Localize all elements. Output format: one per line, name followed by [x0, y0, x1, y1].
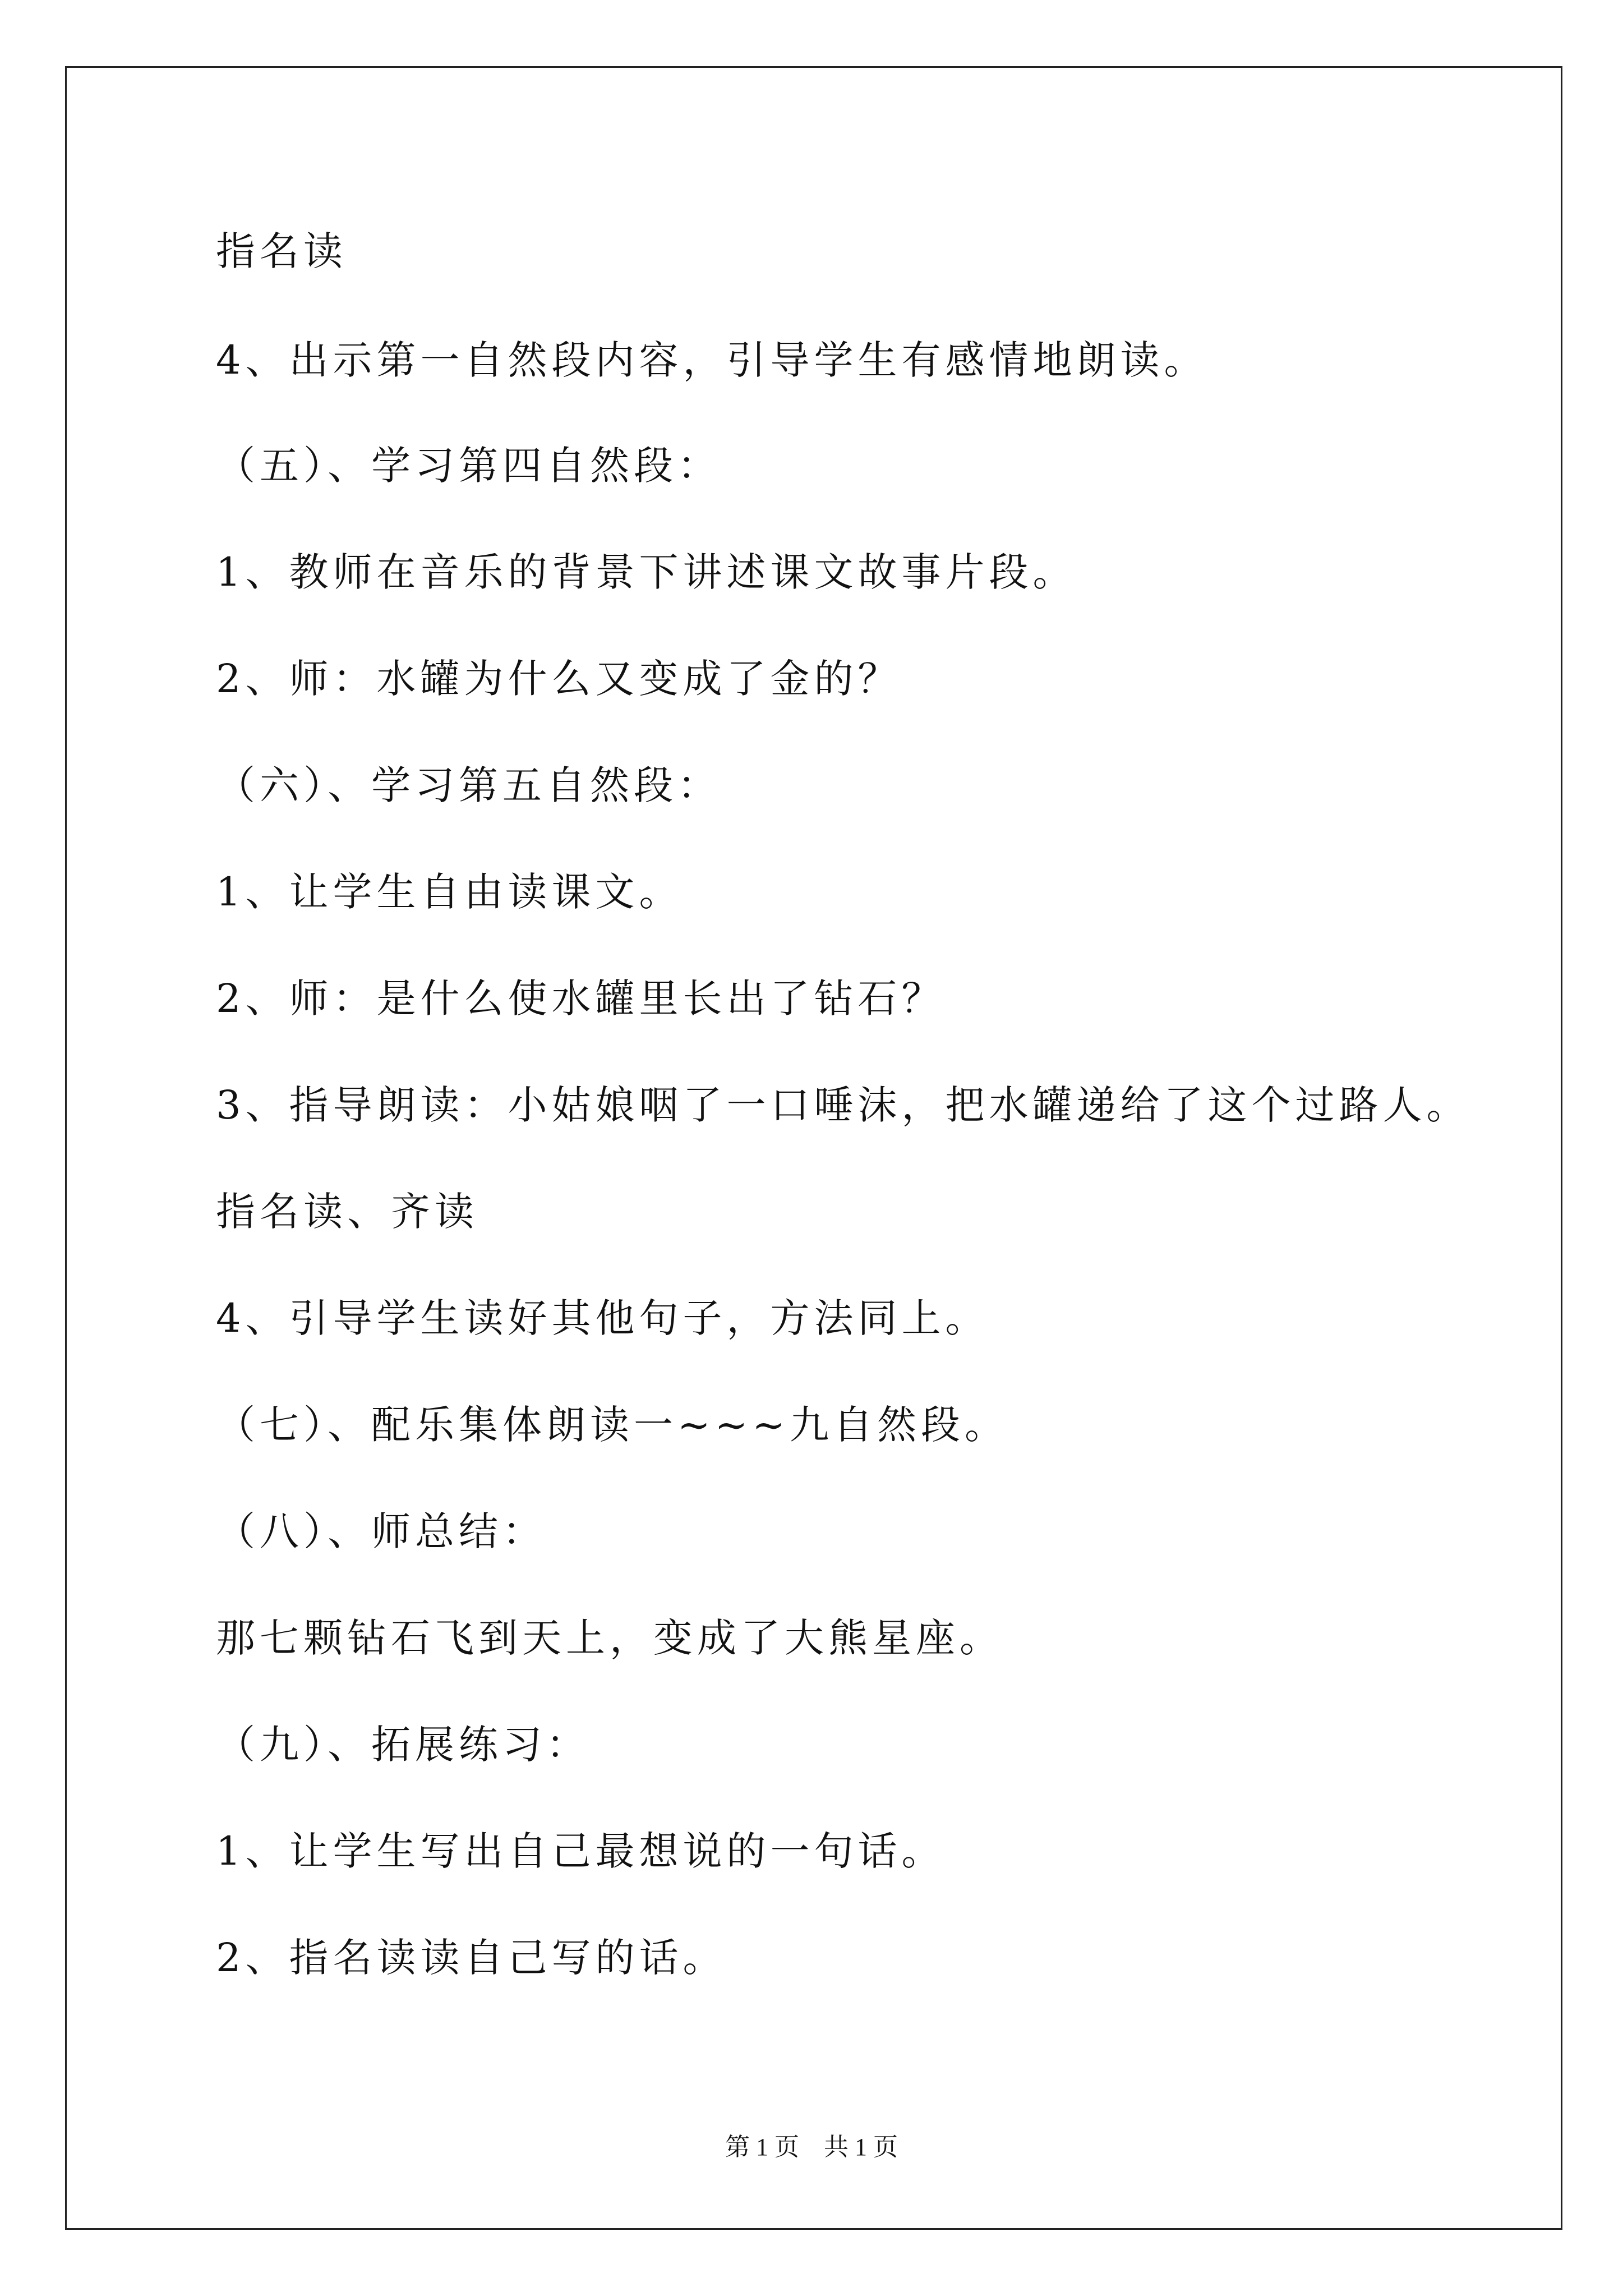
page-footer: 第 1 页 共 1 页: [725, 2133, 898, 2161]
text-line: 2、师：是什么使水罐里长出了钻石？: [216, 976, 946, 1022]
text-line: 3、指导朗读：小姑娘咽了一口唾沫，把水罐递给了这个过路人。: [216, 1082, 1470, 1128]
text-line: 1、让学生写出自己最想说的一句话。: [216, 1828, 946, 1874]
text-line: 2、师：水罐为什么又变成了金的？: [216, 656, 902, 702]
text-line: 1、教师在音乐的背景下讲述课文故事片段。: [216, 549, 1077, 595]
section-heading: （八）、师总结：: [216, 1508, 546, 1554]
text-line: 指名读: [216, 228, 347, 274]
section-heading: （五）、学习第四自然段：: [216, 443, 721, 489]
text-line: 4、引导学生读好其他句子，方法同上。: [216, 1295, 989, 1341]
text-line: 那七颗钻石飞到天上，变成了大熊星座。: [216, 1615, 1003, 1661]
text-line: 1、让学生自由读课文。: [216, 869, 683, 915]
text-line: 指名读、齐读: [216, 1189, 478, 1235]
text-line: 4、出示第一自然段内容，引导学生有感情地朗读。: [216, 337, 1208, 383]
section-heading: （六）、学习第五自然段：: [216, 762, 721, 808]
section-heading: （九）、拓展练习：: [216, 1722, 590, 1768]
section-heading: （七）、配乐集体朗读一~~~九自然段。: [216, 1402, 1008, 1448]
text-line: 2、指名读读自己写的话。: [216, 1935, 727, 1981]
page-border: [65, 66, 1562, 2230]
